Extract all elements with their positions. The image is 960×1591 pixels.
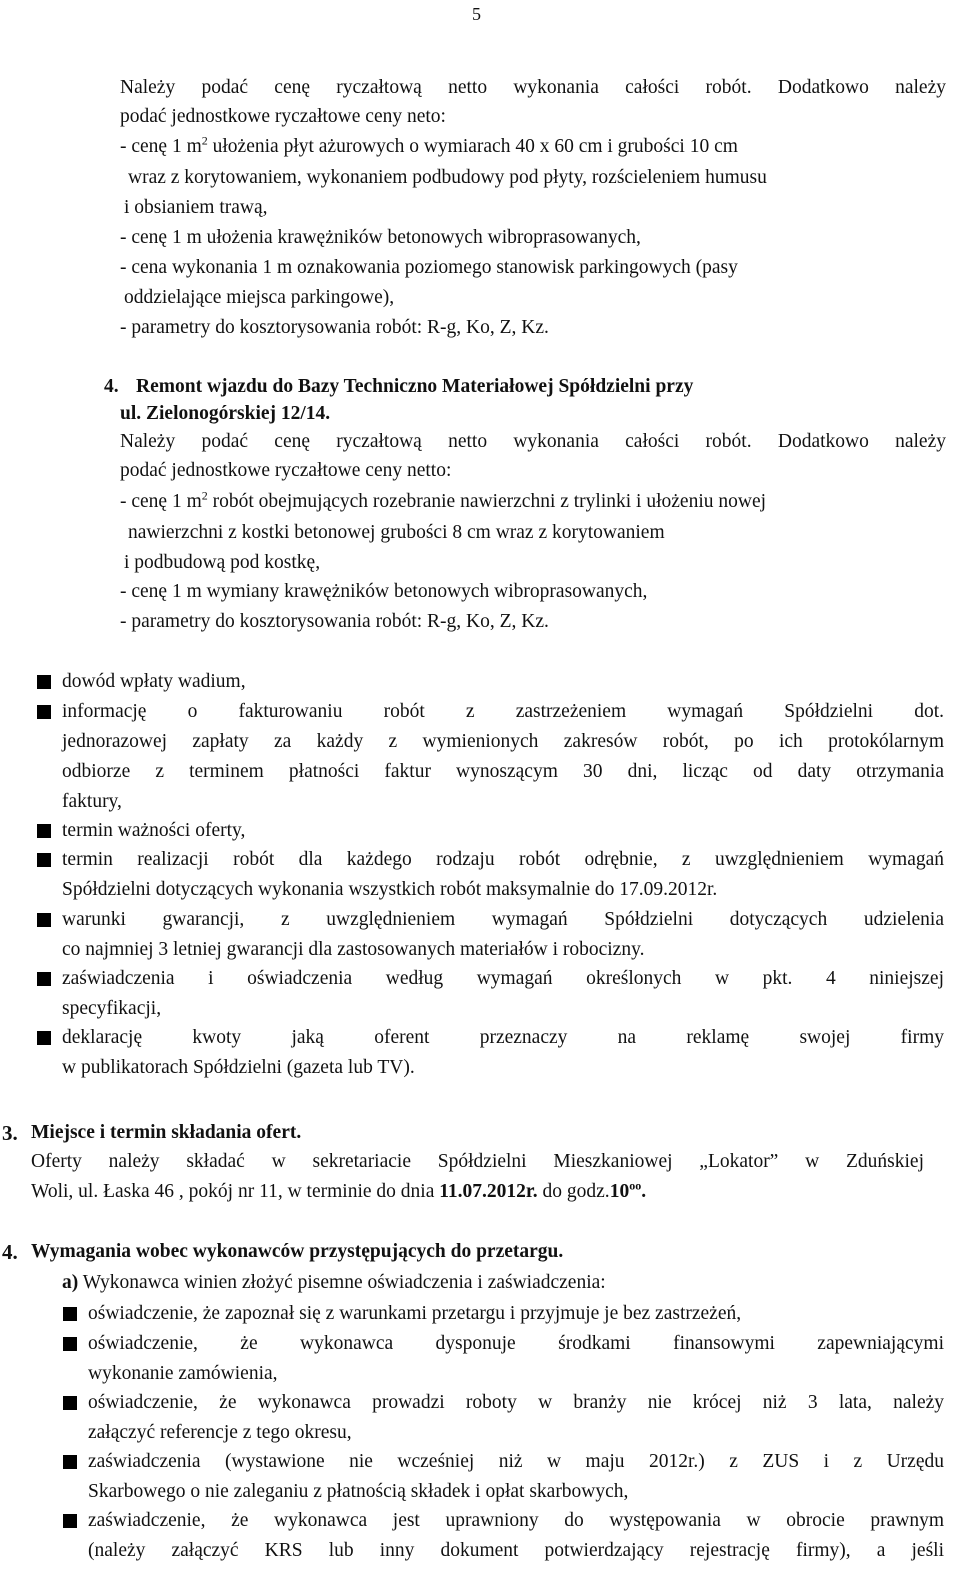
intro-item-line: i obsianiem trawą, [124, 197, 268, 218]
paragraph-line [31, 1180, 646, 1204]
bullet-item: oświadczenie, że wykonawca dysponuje środkami finansowymi zapewniającymi [88, 1333, 944, 1354]
intro-line: Należy podać cenę ryczałtową netto wykonania całości robót. Dodatkowo należy [120, 77, 946, 98]
bullet-item: termin ważności oferty, [62, 820, 246, 841]
text-fragment: do godz. [537, 1181, 610, 1202]
bullet-item: informację o fakturowaniu robót z zastrzeżeniem wymagań Spółdzielni dot. [62, 701, 944, 722]
paragraph-line: Należy podać cenę ryczałtową netto wykonania całości robót. Dodatkowo należy [120, 431, 946, 452]
section-title: Miejsce i termin składania ofert. [31, 1122, 302, 1143]
subsection-label: a) [62, 1272, 79, 1293]
section-number: 4. [2, 1240, 18, 1264]
bullet-icon [37, 705, 51, 719]
section-title: ul. Zielonogórskiej 12/14. [120, 403, 331, 424]
bullet-item-line: specyfikacji, [62, 998, 162, 1019]
text-fragment: Wykonawca winien złożyć pisemne oświadczenia i zaświadczenia: [78, 1272, 606, 1293]
bullet-item: warunki gwarancji, z uwzględnieniem wymagań Spółdzielni dotyczących udzielenia [62, 909, 944, 930]
intro-item: - cenę 1 m ułożenia krawężników betonowych wibroprasowanych, [120, 227, 641, 248]
section-number: 3. [2, 1121, 18, 1145]
bullet-item: termin realizacji robót dla każdego rodzaju robót odrębnie, z uwzględnieniem wymagań [62, 849, 944, 870]
superscript: 2 [201, 488, 208, 503]
bullet-icon [37, 913, 51, 927]
paragraph-line: podać jednostkowe ryczałtowe ceny netto: [120, 460, 452, 481]
bullet-icon [63, 1396, 77, 1410]
bullet-item: oświadczenie, że wykonawca prowadzi roboty w branży nie krócej niż 3 lata, należy [88, 1392, 944, 1413]
bullet-icon [63, 1307, 77, 1321]
intro-line: podać jednostkowe ryczałtowe ceny neto: [120, 106, 446, 127]
text-fragment: ułożenia płyt ażurowych o wymiarach 40 x 60 cm i grubości 10 cm [207, 136, 738, 157]
intro-item-line: oddzielające miejsca parkingowe), [124, 287, 395, 308]
text-fragment: . [641, 1181, 647, 1202]
subsection-line [62, 1271, 606, 1295]
bullet-item: zaświadczenie, że wykonawca jest uprawniony do występowania w obrocie prawnym [88, 1510, 944, 1531]
intro-item: - cena wykonania 1 m oznakowania poziomego stanowisk parkingowych (pasy [120, 257, 738, 278]
bullet-icon [37, 824, 51, 838]
section-title: Wymagania wobec wykonawców przystępujących do przetargu. [31, 1241, 564, 1262]
bullet-icon [37, 853, 51, 867]
bullet-icon [37, 972, 51, 986]
bullet-item-line: odbiorze z terminem płatności faktur wynoszącym 30 dni, licząc od daty otrzymania [62, 761, 944, 782]
deadline-hour: 10 [609, 1181, 630, 1202]
paragraph-line: Oferty należy składać w sekretariacie Spółdzielni Mieszkaniowej „Lokator” w Zduńskiej [31, 1151, 924, 1172]
superscript: oo [629, 1178, 642, 1193]
bullet-item: zaświadczenia (wystawione nie wcześniej niż w maju 2012r.) z ZUS i z Urzędu [88, 1451, 944, 1472]
bullet-item-line: faktury, [62, 791, 122, 812]
bullet-icon [63, 1514, 77, 1528]
bullet-item-line: w publikatorach Spółdzielni (gazeta lub TV). [62, 1057, 415, 1078]
intro-item: - parametry do kosztorysowania robót: R-g, Ko, Z, Kz. [120, 317, 549, 338]
bullet-item-line: załączyć referencje z tego okresu, [88, 1422, 352, 1443]
section-title: Remont wjazdu do Bazy Techniczno Materiałowej Spółdzielni przy [136, 376, 694, 397]
text-fragment: - cenę 1 m [120, 491, 202, 512]
page-number: 5 [472, 4, 481, 24]
bullet-item-line: co najmniej 3 letniej gwarancji dla zastosowanych materiałów i robocizny. [62, 939, 645, 960]
text-fragment: - cenę 1 m [120, 136, 202, 157]
intro-item-line: wraz z korytowaniem, wykonaniem podbudowy pod płyty, rozścieleniem humusu [128, 167, 767, 188]
bullet-item: dowód wpłaty wadium, [62, 671, 246, 692]
bullet-item: zaświadczenia i oświadczenia według wymagań określonych w pkt. 4 niniejszej [62, 968, 944, 989]
bullet-icon [63, 1455, 77, 1469]
bullet-item-line: jednorazowej zapłaty za każdy z wymienionych zakresów robót, po ich protokólarnym [62, 731, 944, 752]
list-item [120, 490, 766, 514]
deadline-date: 11.07.2012r. [439, 1181, 538, 1202]
list-item: - parametry do kosztorysowania robót: R-g, Ko, Z, Kz. [120, 611, 549, 632]
bullet-item: deklarację kwoty jaką oferent przeznaczy na reklamę swojej firmy [62, 1027, 944, 1048]
intro-item [120, 135, 738, 159]
bullet-item: oświadczenie, że zapoznał się z warunkami przetargu i przyjmuje je bez zastrzeżeń, [88, 1303, 742, 1324]
list-item-line: i podbudową pod kostkę, [124, 552, 321, 573]
text-fragment: robót obejmujących rozebranie nawierzchni z trylinki i ułożeniu nowej [207, 491, 767, 512]
list-item: - cenę 1 m wymiany krawężników betonowych wibroprasowanych, [120, 581, 648, 602]
bullet-item-line: Skarbowego o nie zaleganiu z płatnością składek i opłat skarbowych, [88, 1481, 629, 1502]
bullet-item-line: Spółdzielni dotyczących wykonania wszystkich robót maksymalnie do 17.09.2012r. [62, 879, 718, 900]
bullet-item-line: (należy załączyć KRS lub inny dokument potwierdzający rejestrację firmy), a jeśli [88, 1540, 944, 1561]
bullet-item-line: wykonanie zamówienia, [88, 1363, 278, 1384]
superscript: 2 [201, 133, 208, 148]
text-fragment: Woli, ul. Łaska 46 , pokój nr 11, w terminie do dnia [31, 1181, 440, 1202]
bullet-icon [63, 1337, 77, 1351]
list-item-line: nawierzchni z kostki betonowej grubości 8 cm wraz z korytowaniem [128, 522, 665, 543]
section-number: 4. [104, 376, 119, 397]
bullet-icon [37, 675, 51, 689]
bullet-icon [37, 1031, 51, 1045]
